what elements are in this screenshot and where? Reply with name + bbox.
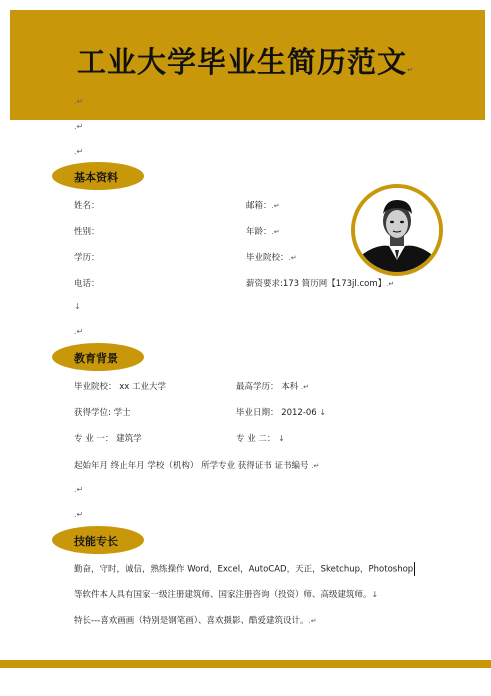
skills-line-2: 等软件本人具有国家一级注册建筑师、国家注册咨询（投资）师、高级建筑师。↓: [74, 590, 379, 600]
field-email: 邮箱：.↵: [246, 201, 280, 211]
paragraph-mark: .↵: [74, 327, 84, 336]
text-cursor: [414, 562, 415, 576]
edu-degree-level: 最高学历： 本科 .↵: [236, 382, 309, 392]
section-heading-basic: 基本资料: [74, 171, 118, 184]
portrait-photo: [351, 184, 443, 276]
edu-major-1: 专 业 一： 建筑学: [74, 434, 142, 444]
field-gender: 性别：: [74, 227, 100, 237]
footer-band: [0, 660, 491, 668]
section-heading-skills: 技能专长: [74, 535, 118, 548]
edu-school: 毕业院校： xx 工业大学: [74, 382, 166, 392]
field-school: 毕业院校：.↵: [246, 253, 297, 263]
field-education: 学历：: [74, 253, 100, 263]
edu-major-2: 专 业 二： ↓: [236, 434, 285, 444]
edu-grad-date: 毕业日期： 2012-06 ↓: [236, 408, 327, 418]
paragraph-mark: .↵: [74, 147, 84, 156]
paragraph-mark: .↵: [74, 485, 84, 494]
paragraph-mark: .↵: [74, 97, 84, 106]
portrait-icon: [355, 188, 439, 272]
field-name: 姓名：: [74, 201, 100, 211]
edu-columns: 起始年月 终止年月 学校（机构） 所学专业 获得证书 证书编号 .↵: [74, 461, 320, 471]
page-title: 工业大学毕业生简历范文↵: [77, 45, 414, 79]
skills-line-3: 特长---喜欢画画（特别是钢笔画）、喜欢摄影、酷爱建筑设计。.↵: [74, 616, 317, 626]
arrow-mark: ↓: [74, 302, 81, 311]
field-phone: 电话：: [74, 279, 100, 289]
field-salary: 薪资要求:173 简历网【173jl.com】.↵: [246, 279, 395, 289]
edu-degree: 获得学位: 学士: [74, 408, 131, 418]
skills-line-1: 勤奋，守时，诚信，熟练操作 Word，Excel，AutoCAD，天正，Sketchup，Photoshop: [74, 562, 415, 576]
field-age: 年龄：.↵: [246, 227, 280, 237]
paragraph-mark: .↵: [74, 510, 84, 519]
section-heading-education: 教育背景: [74, 352, 118, 365]
paragraph-mark: .↵: [74, 122, 84, 131]
